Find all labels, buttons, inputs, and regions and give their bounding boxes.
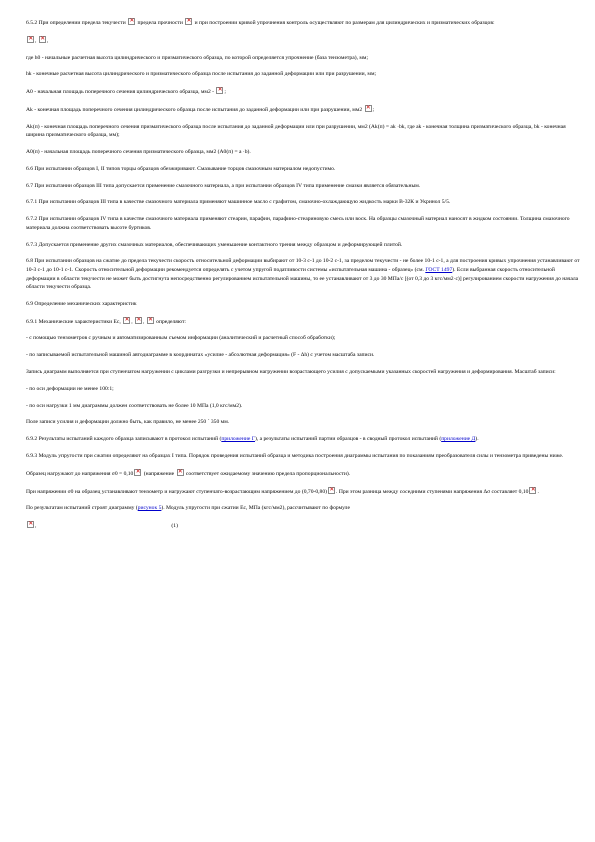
text-run: 6.5.2 При определении предела текучести — [26, 20, 128, 26]
x-placeholder-icon — [123, 317, 130, 324]
paragraph — [26, 148, 581, 157]
paragraph — [26, 300, 581, 309]
text-run: - по оси деформации не менее 100:1; — [26, 385, 114, 392]
text-run: При напряжении σ0 на образец устанавливают тензометр и нагружают ступенчато-возрастающим напряжением до (0,70-0,80) — [26, 488, 328, 495]
text-run: 6.7 При испытании образцов III типа допускается применение смазочного материала, а при испытании образцов IV типа применение смазки является обязательным. — [26, 182, 421, 189]
text-run: , — [35, 523, 37, 530]
text-run: . — [537, 488, 539, 495]
reference-link[interactable]: ГОСТ 1497 — [425, 266, 453, 273]
text-run: - с помощью тензометров с ручным и автоматизированным съемом информации (аналитический и расчетный способ обработки); — [26, 335, 336, 342]
x-placeholder-icon — [185, 18, 192, 25]
text-run: 6.9.2 Результаты испытаний каждого образца записывают в протокол испытаний ( — [26, 436, 222, 443]
text-run: 6.9.3 Модуль упругости при сжатии определяют на образцах I типа. Порядок проведения испытаний образца и методика построения диаграммы испытания по показаниям преобразователя силы и тензометра приведены ниже. — [26, 452, 564, 459]
x-placeholder-icon — [365, 105, 372, 112]
text-run: A0(п) - начальная площадь поперечного сечения призматического образца, мм2 (A0(п) = a ·b). — [26, 149, 251, 156]
text-run: Запись диаграмм выполняется при ступенчатом нагружении с циклами разгрузки и непрерывном нагружении возрастающего усилия с допускаемыми указанных скоростей нагружения и деформирования. Масштаб записи: — [26, 369, 556, 376]
text-run: ). Модуль упругости при сжатии Ec, МПа (кгс/мм2), рассчитывают по формуле — [161, 505, 350, 512]
paragraph — [26, 123, 581, 140]
text-run: . При этом разница между соседними ступенями напряжения Δσ составляет 0,10 — [336, 488, 529, 495]
paragraph — [26, 435, 581, 444]
paragraph — [26, 215, 581, 232]
paragraph — [26, 36, 581, 46]
reference-link[interactable]: приложение Г — [221, 436, 255, 443]
paragraph — [26, 70, 581, 79]
text-run: определяют: — [154, 318, 186, 325]
paragraph — [26, 105, 581, 115]
x-placeholder-icon — [128, 18, 135, 25]
x-placeholder-icon — [135, 317, 142, 324]
text-run: 6.6 При испытании образцов I, II типов торцы образцов обезжиривают. Смазывание торцов смазочным материалом недопустимо. — [26, 165, 336, 172]
reference-link[interactable]: рисунок 5 — [137, 505, 162, 512]
paragraph — [26, 504, 581, 513]
x-placeholder-icon — [328, 487, 335, 494]
text-run: 6.9.1 Механические характеристики Ec, — [26, 318, 123, 325]
paragraph — [26, 368, 581, 377]
paragraph — [26, 469, 581, 479]
text-run: По результатам испытаний строят диаграмму ( — [26, 505, 138, 512]
text-run: , — [46, 37, 49, 44]
x-placeholder-icon — [529, 487, 539, 495]
x-placeholder-icon — [147, 317, 154, 324]
text-run: ; — [224, 89, 226, 96]
text-run: hk - конечные расчетная высота цилиндрического и призматического образца после испытания до заданной деформации или при разрушении, мм; — [26, 71, 377, 78]
text-run: 6.9 Определение механических характеристик — [26, 300, 137, 307]
paragraph — [26, 165, 581, 174]
text-run: (1) — [171, 523, 178, 530]
text-run: Поле записи усилия и деформации должно быть, как правило, не менее 250 ´ 350 мм. — [26, 419, 230, 426]
x-placeholder-icon — [27, 36, 34, 43]
text-run: ), а результаты испытаний партии образцов - в сводный протокол испытаний ( — [254, 436, 442, 443]
text-run: предела прочности — [136, 20, 185, 26]
text-run: где h0 - начальные расчетная высота цилиндрического и призматического образца, по которой определяется упрочнение (база тензометра), мм; — [26, 54, 369, 61]
text-run: соответствует ожидаемому значению предела пропорциональности). — [184, 470, 351, 477]
paragraph — [26, 452, 581, 461]
paragraph — [26, 87, 581, 97]
paragraph — [26, 182, 581, 191]
paragraph — [26, 521, 581, 531]
paragraph — [26, 487, 581, 497]
paragraph — [26, 257, 581, 291]
text-run: (напряжение — [142, 470, 176, 477]
paragraph — [26, 385, 581, 394]
paragraph — [26, 198, 581, 207]
text-run: Образец нагружают до напряжения σ0 = 0,10 — [26, 470, 134, 477]
text-run: Ak(п) - конечная площадь поперечного сечения призматического образца после испытания до заданной деформации или при разрушении, мм2 (Ak(п) = ak ·bk, где ak - конечная толщина призматического образца, bk - конечная ширина призматического образца, мм); — [26, 123, 566, 139]
x-placeholder-icon — [39, 36, 49, 44]
text-run: , — [35, 37, 38, 44]
paragraph — [26, 402, 581, 411]
paragraph — [26, 418, 581, 427]
text-run: A0 - начальная площадь поперечного сечения цилиндрического образца, мм2 - — [26, 89, 216, 96]
x-placeholder-icon — [27, 521, 37, 530]
text-run: - по записываемой испытательной машиной автодиаграмме в координатах «усилие - абсолютная деформация» (F - Δh) с учетом масштаба записи. — [26, 352, 375, 359]
text-run: ). — [475, 436, 479, 443]
text-run: ). Если выбранная скорость относительной деформации в области текучести не может быть достигнута непосредственно регулированием испытательной машины, то ее устанавливают от 3 до 30 МПа/с [(от 0,3 до 3 кгс/мм2·с)] регулированием скорости нагружения до начала области текучести образца. — [26, 266, 579, 291]
paragraph — [26, 241, 581, 250]
x-placeholder-icon — [177, 469, 184, 476]
paragraph — [26, 54, 581, 63]
text-run: Ak - конечная площадь поперечного сечения цилиндрического образца после испытания до заданной деформации или при разрушении, мм2 — [26, 106, 364, 113]
text-run: 6.8 При испытании образцов на сжатие до предела текучести скорость относительной деформации выбирают от 10-3 с-1 до 10-2 с-1, за пределом текучести - не более 10-1 с-1, а для построения кривых упрочнения устанавливают от 10-3 с-1 до 10-1 с-1. Скорость относительной деформации рекомендуется определять с учетом упругой податливости системы «испытательная машина - образец» (см. — [26, 258, 580, 273]
reference-link[interactable]: приложение Д — [441, 436, 476, 443]
text-run: ; — [372, 106, 375, 113]
x-placeholder-icon — [216, 87, 223, 94]
text-run: - по оси нагрузки 1 мм диаграммы должен соответствовать не более 10 МПа (1,0 кгс/мм2). — [26, 402, 243, 409]
text-run: 6.7.3 Допускается применение других смазочных материалов, обеспечивающих уменьшение контактного трения между образцом и деформирующей плитой. — [26, 241, 403, 248]
text-run: , — [142, 318, 146, 325]
text-run: и при построении кривой упрочнения контроль осуществляют по размерам для цилиндрических и призматических образцов: — [193, 20, 495, 26]
paragraph — [26, 351, 581, 360]
text-run: , — [131, 318, 134, 325]
paragraph — [26, 18, 581, 28]
paragraph — [26, 317, 581, 327]
paragraph — [26, 334, 581, 343]
text-run: 6.7.1 При испытании образцов III типа в качестве смазочного материала применяют машинное масло с графитом, смазочно-охлаждающую жидкость марки В-32К и Укринол 5/5. — [26, 199, 451, 206]
x-placeholder-icon — [134, 469, 141, 476]
text-run: 6.7.2 При испытании образцов IV типа в качестве смазочного материала применяют стеарин, парафин, парафино-стеариновую смесь или воск. На образцы смазочный материал наносят в жидком состоянии. Толщина смазочного материала должна соответствовать высоте буртиков. — [26, 216, 570, 231]
